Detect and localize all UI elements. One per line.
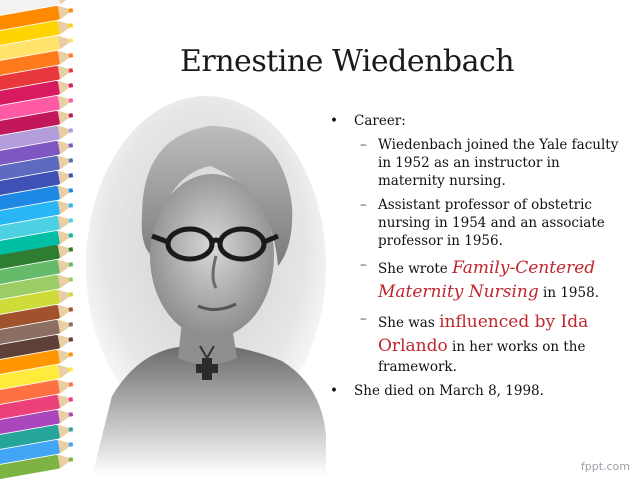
- pencil-lead: [68, 98, 73, 103]
- pencil-lead: [68, 218, 73, 223]
- pencil-lead: [68, 68, 73, 73]
- pencil-lead: [68, 83, 73, 88]
- pencil-lead: [68, 367, 73, 372]
- pencil-lead: [68, 337, 73, 342]
- pencil-lead: [68, 427, 73, 432]
- influenced-highlight: influenced by Ida Orlando: [378, 312, 589, 356]
- pencil-lead: [68, 113, 73, 118]
- pencil-lead: [68, 53, 73, 58]
- career-item-yale: – Wiedenbach joined the Yale faculty in 1952 as an instructor in maternity nursing.: [330, 136, 626, 190]
- influenced-suffix: in her works on the framework.: [378, 339, 586, 375]
- pencil-lead: [68, 23, 73, 28]
- pencil-lead: [68, 8, 73, 13]
- pencil-lead: [68, 143, 73, 148]
- pencil-lead: [68, 278, 73, 283]
- wrote-prefix: She wrote: [378, 261, 448, 277]
- wrote-suffix: in 1958.: [543, 285, 599, 301]
- pencil-lead: [68, 293, 73, 298]
- influenced-prefix: She was: [378, 315, 435, 331]
- pencil-lead: [68, 322, 73, 327]
- pencil-lead: [68, 203, 73, 208]
- pencil-lead: [68, 457, 73, 462]
- slide-title: Ernestine Wiedenbach: [180, 44, 515, 79]
- fppt-watermark: fppt.com: [580, 460, 630, 473]
- career-item-influence: [330, 310, 626, 376]
- pencil-lead: [68, 248, 73, 253]
- pencil-lead: [68, 397, 73, 402]
- career-item-professor: – Assistant professor of obstetric nursing in 1954 and an associate professor in 1956.: [330, 196, 626, 250]
- pencil-lead: [68, 233, 73, 238]
- bullet-career: • Career:: [330, 112, 626, 130]
- pencil-lead: [68, 263, 73, 268]
- pencil-lead: [68, 352, 73, 357]
- pencil-lead: [68, 307, 73, 312]
- pencil-lead: [68, 158, 73, 163]
- bullet-died: • She died on March 8, 1998.: [330, 382, 626, 400]
- pencil-lead: [68, 38, 73, 43]
- pencil-lead: [68, 442, 73, 447]
- pencil-lead: [68, 382, 73, 387]
- book-title: Family-Centered Maternity Nursing: [378, 258, 596, 302]
- pencil-lead: [68, 128, 73, 133]
- portrait-photo: [82, 96, 330, 476]
- career-item-book: [330, 256, 626, 304]
- pencil-lead: [68, 412, 73, 417]
- colored-pencils-decoration: [0, 0, 64, 479]
- content-list: [330, 112, 626, 406]
- pencil-lead: [68, 173, 73, 178]
- pencil-lead: [68, 188, 73, 193]
